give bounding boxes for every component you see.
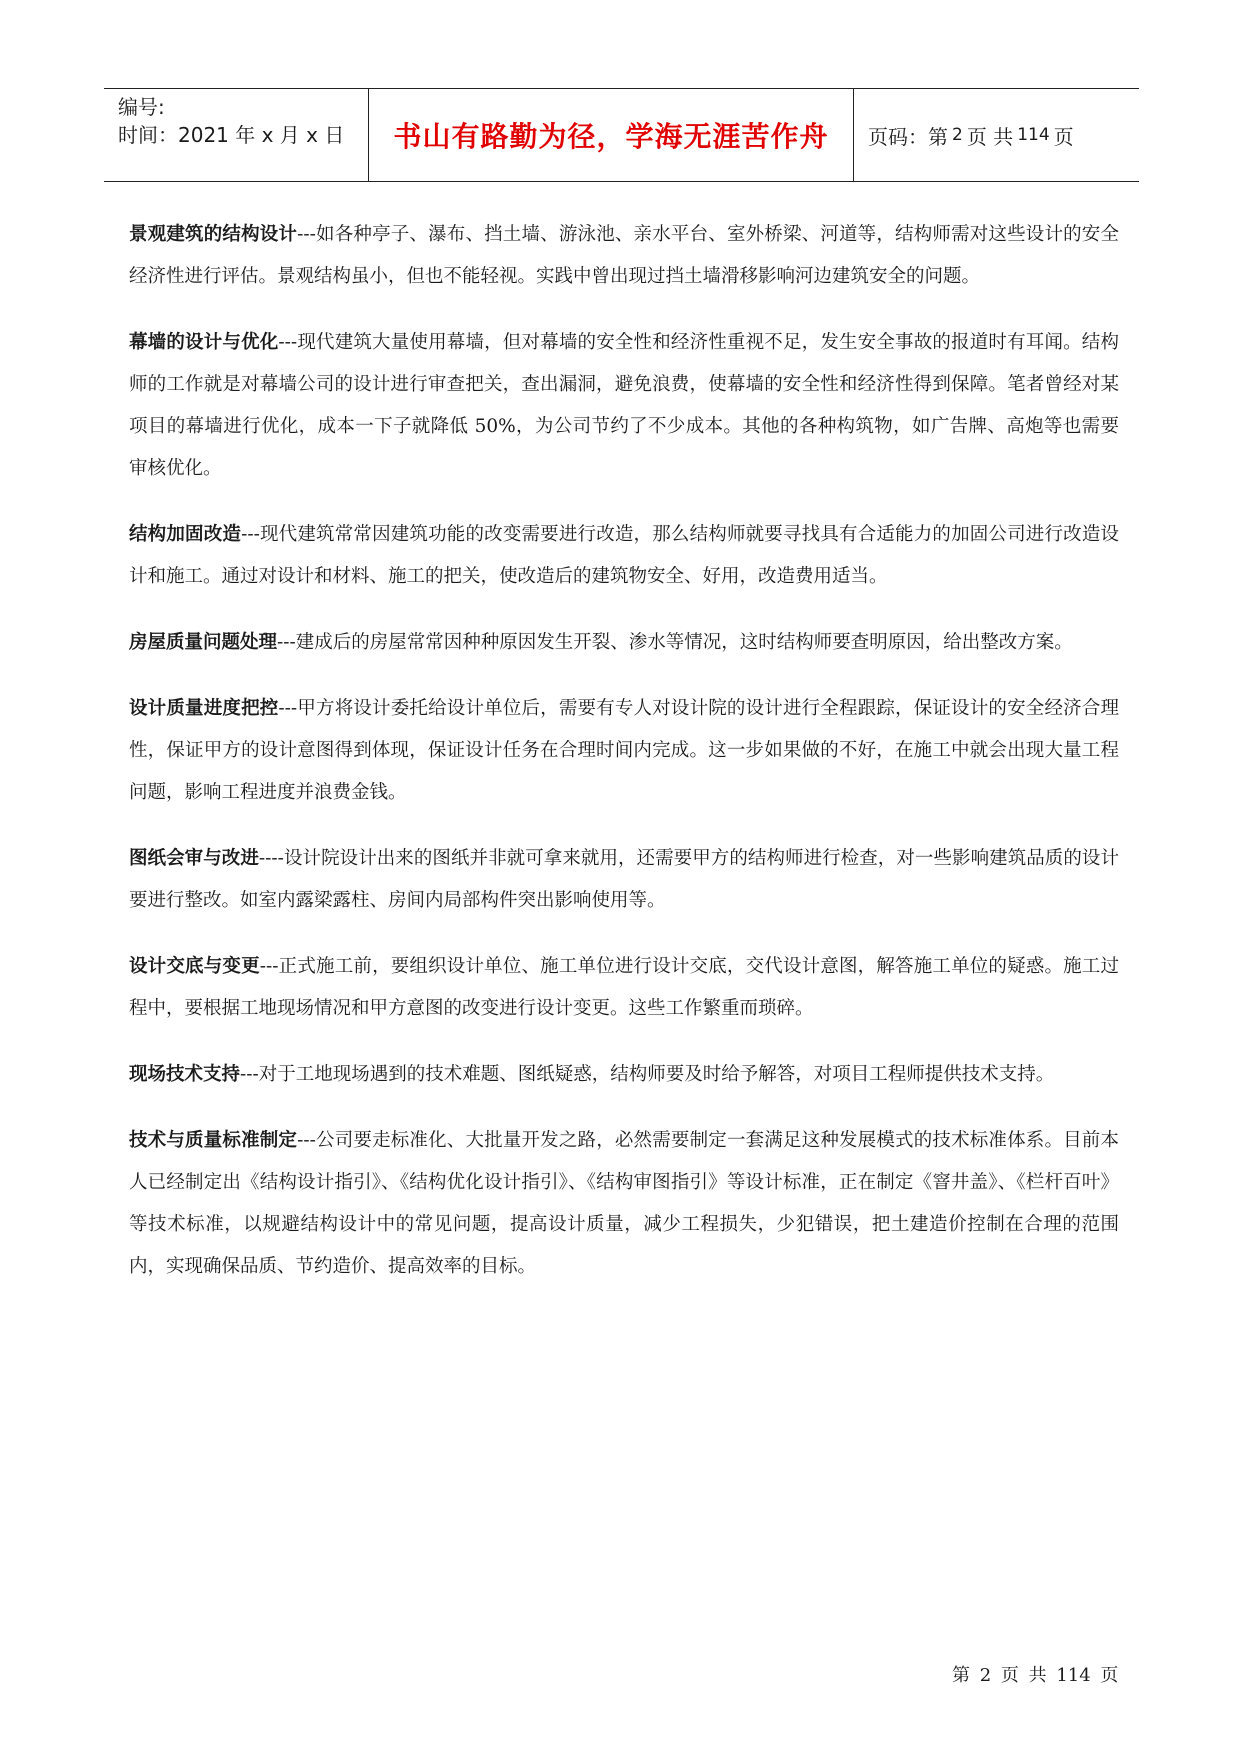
paragraph-term: 景观建筑的结构设计 (129, 224, 298, 245)
page-suffix: 页 (1053, 124, 1074, 149)
page-header (104, 88, 1139, 182)
page-mid: 页 共 (966, 124, 1014, 149)
paragraph-text: ---建成后的房屋常常因种种原因发生开裂、渗水等情况，这时结构师要查明原因，给出整改方案。 (277, 632, 1073, 653)
paragraph-text: ---对于工地现场遇到的技术难题、图纸疑惑，结构师要及时给予解答，对项目工程师提供技术支持。 (240, 1064, 1055, 1085)
paragraph-term: 房屋质量问题处理 (129, 632, 278, 653)
paragraph (129, 514, 1119, 598)
paragraph (129, 214, 1119, 298)
paragraph-term: 图纸会审与改进 (129, 848, 259, 869)
paragraph-text: ---甲方将设计委托给设计单位后，需要有专人对设计院的设计进行全程跟踪，保证设计的安全经济合理性，保证甲方的设计意图得到体现，保证设计任务在合理时间内完成。这一步如果做的不好，在施工中就会出现大量工程问题，影响工程进度并浪费金钱。 (129, 698, 1119, 803)
paragraph (129, 322, 1119, 490)
paragraph-text: ----设计院设计出来的图纸并非就可拿来就用，还需要甲方的结构师进行检查，对一些影响建筑品质的设计要进行整改。如室内露梁露柱、房间内局部构件突出影响使用等。 (129, 848, 1119, 911)
page-total: 114 (1017, 125, 1050, 145)
paragraph-text: ---公司要走标准化、大批量开发之路，必然需要制定一套满足这种发展模式的技术标准体系。目前本人已经制定出《结构设计指引》、《结构优化设计指引》、《结构审图指引》等设计标准，正在制定《窨井盖》、《栏杆百叶》等技术标准，以规避结构设计中的常见问题，提高设计质量，减少工程损失，少犯错误，把土建造价控制在合理的范围内，实现确保品质、节约造价、提高效率的目标。 (129, 1130, 1119, 1277)
paragraph-term: 幕墙的设计与优化 (129, 332, 279, 353)
page-number: 2 (952, 125, 963, 145)
document-code-label: 编号: (118, 95, 165, 119)
paragraph (129, 1054, 1119, 1096)
header-motto: 书山有路勤为径，学海无涯苦作舟 (369, 89, 854, 181)
paragraph (129, 622, 1119, 664)
document-time: 时间：2021 年 x 月 x 日 (118, 123, 345, 147)
page-prefix: 页码：第 (868, 124, 948, 149)
paragraph-term: 结构加固改造 (129, 524, 242, 545)
paragraph-text: ---现代建筑常常因建筑功能的改变需要进行改造，那么结构师就要寻找具有合适能力的加固公司进行改造设计和施工。通过对设计和材料、施工的把关，使改造后的建筑物安全、好用，改造费用适当。 (129, 524, 1119, 587)
paragraph-term: 设计交底与变更 (129, 956, 260, 977)
paragraph (129, 946, 1119, 1030)
paragraph-term: 现场技术支持 (129, 1064, 241, 1085)
paragraph-term: 技术与质量标准制定 (129, 1130, 298, 1151)
header-page-info (854, 89, 1139, 181)
paragraph (129, 838, 1119, 922)
paragraph-text: ---现代建筑大量使用幕墙，但对幕墙的安全性和经济性重视不足，发生安全事故的报道时有耳闻。结构师的工作就是对幕墙公司的设计进行审查把关，查出漏洞，避免浪费，使幕墙的安全性和经济性得到保障。笔者曾经对某项目的幕墙进行优化，成本一下子就降低 50%，为公司节约了不少成本。其他的各种构筑物，如广告牌、高炮等也需要审核优化。 (129, 332, 1119, 479)
paragraph-text: ---如各种亭子、瀑布、挡土墙、游泳池、亲水平台、室外桥梁、河道等，结构师需对这些设计的安全经济性进行评估。景观结构虽小，但也不能轻视。实践中曾出现过挡土墙滑移影响河边建筑安全的问题。 (129, 224, 1119, 287)
paragraph (129, 688, 1119, 814)
page-footer: 第 2 页 共 114 页 (952, 1665, 1119, 1686)
body-content (129, 214, 1119, 1312)
paragraph (129, 1120, 1119, 1288)
paragraph-text: ---正式施工前，要组织设计单位、施工单位进行设计交底，交代设计意图，解答施工单位的疑惑。施工过程中，要根据工地现场情况和甲方意图的改变进行设计变更。这些工作繁重而琐碎。 (129, 956, 1119, 1019)
paragraph-term: 设计质量进度把控 (129, 698, 279, 719)
header-meta (104, 89, 369, 181)
